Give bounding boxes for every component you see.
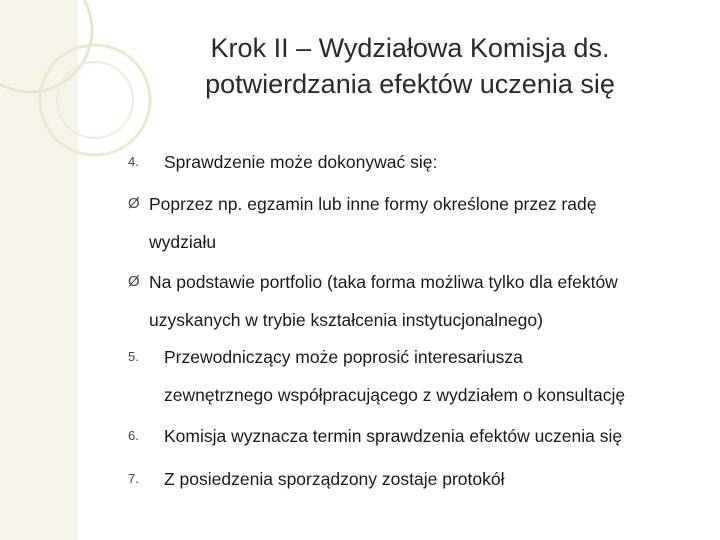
list-number: 4.: [128, 154, 139, 169]
list-item-text: Na podstawie portfolio (taka forma możliwa tylko dla efektów: [149, 272, 618, 292]
list-item-arrow-1: [128, 185, 698, 261]
list-item-text: Z posiedzenia sporządzony zostaje protokół: [164, 469, 505, 489]
list-item-text: Sprawdzenie może dokonywać się:: [164, 152, 438, 172]
slide-title: [150, 30, 670, 102]
list-item-6: [128, 417, 698, 455]
list-item-text-cont: wydziału: [149, 232, 217, 252]
title-line-1: Krok II – Wydziałowa Komisja ds.: [210, 33, 610, 63]
list-item-arrow-2: [128, 263, 698, 339]
list-item-text: Komisja wyznacza termin sprawdzenia efektów uczenia się: [164, 426, 623, 446]
arrow-bullet-icon: Ø: [128, 273, 140, 290]
list-item-4: [128, 143, 698, 181]
arrow-bullet-icon: Ø: [128, 195, 140, 212]
list-item-5: [128, 338, 698, 414]
list-item-text-cont: zewnętrznego współpracującego z wydziałem o konsultację: [164, 385, 626, 405]
list-number: 6.: [128, 428, 139, 443]
list-item-text: Poprzez np. egzamin lub inne formy określone przez radę: [149, 194, 597, 214]
list-item-text: Przewodniczący może poprosić interesariusza: [164, 347, 523, 367]
list-item-text-cont: uzyskanych w trybie kształcenia instytucjonalnego): [149, 310, 543, 330]
list-number: 5.: [128, 349, 139, 364]
list-item-7: [128, 460, 698, 498]
list-number: 7.: [128, 471, 139, 486]
title-line-2: potwierdzania efektów uczenia się: [205, 69, 615, 99]
